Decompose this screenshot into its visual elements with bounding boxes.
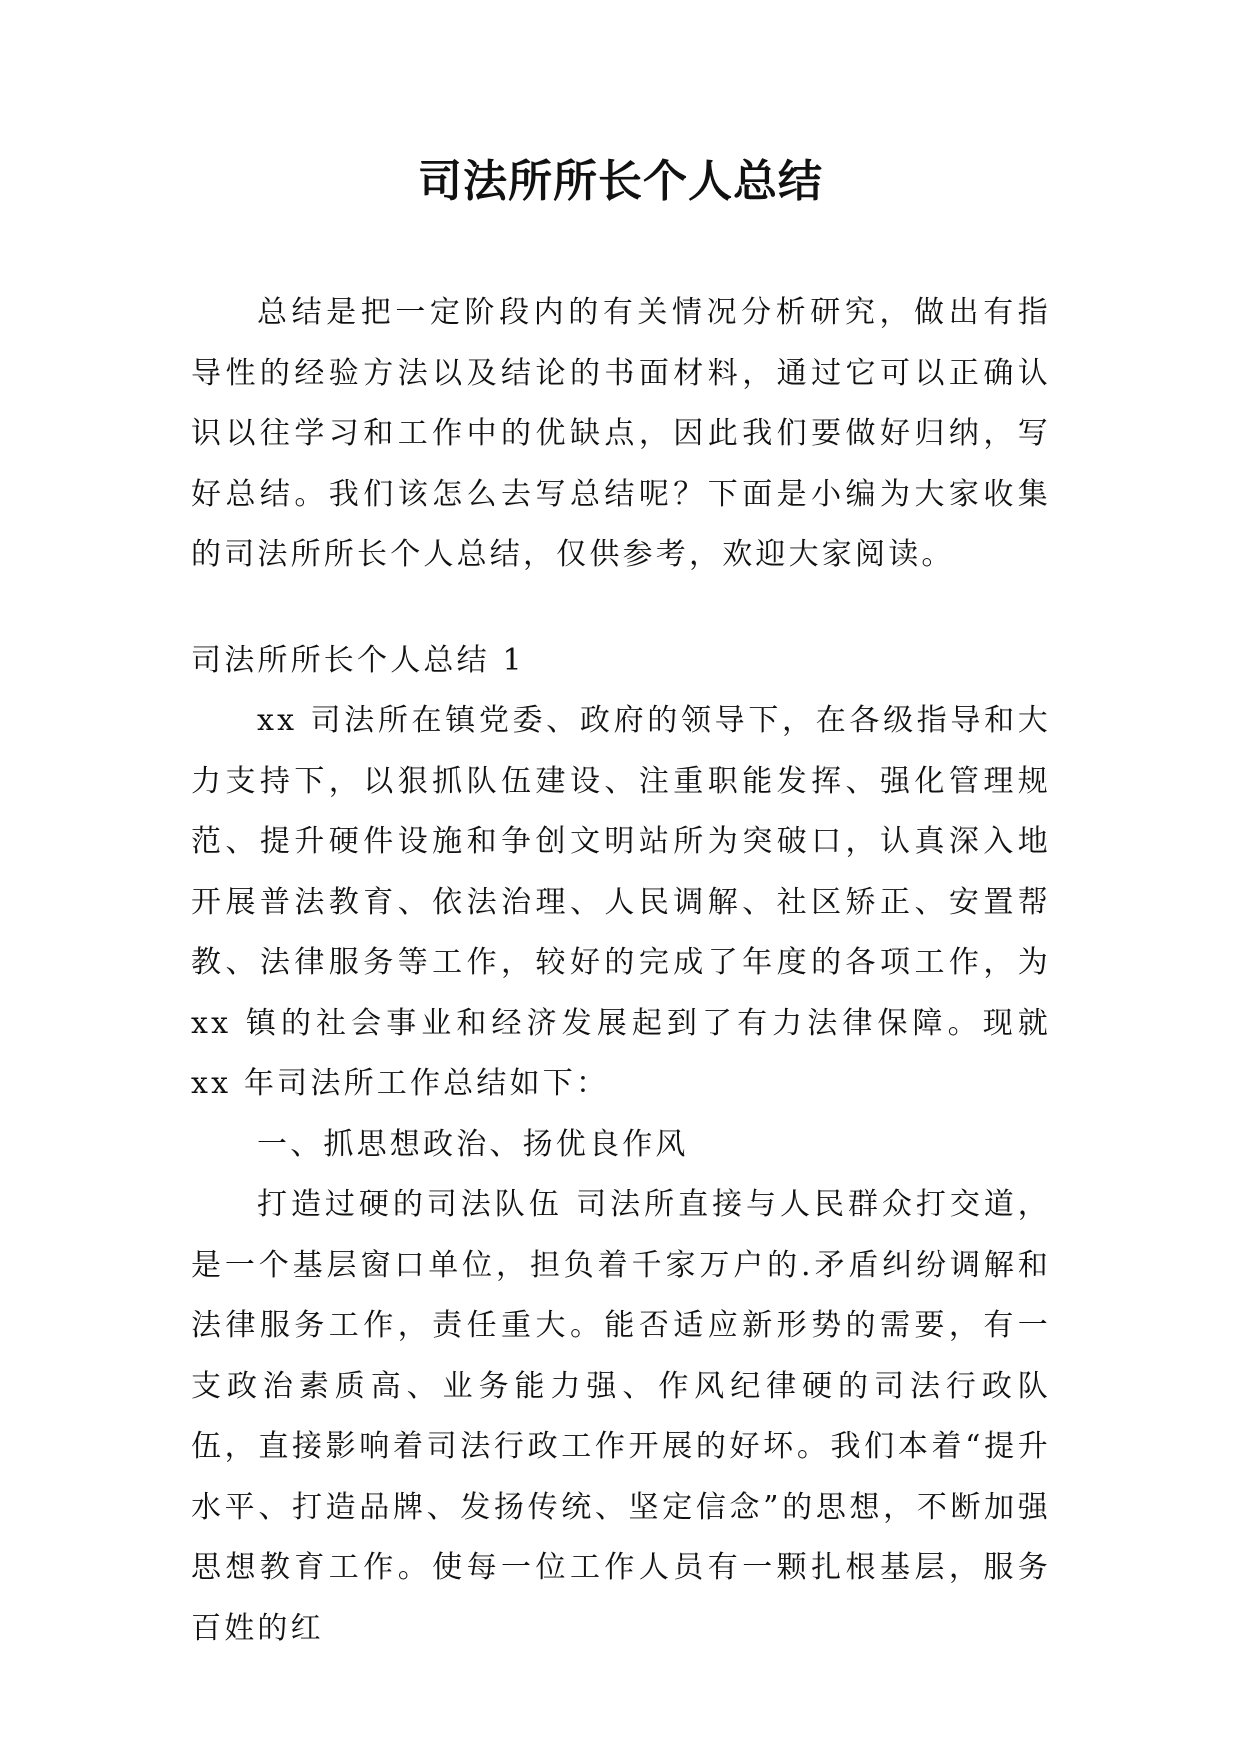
document-title: 司法所所长个人总结 [418, 156, 823, 207]
subheading: 一、抓思想政治、扬优良作风 [257, 1126, 689, 1162]
document-body [191, 283, 1051, 1659]
intro-paragraph: 总结是把一定阶段内的有关情况分析研究，做出有指导性的经验方法以及结论的书面材料，通过它可以正确认识以往学习和工作中的优缺点，因此我们要做好归纳，写好总结。我们该怎么去写总结呢？下面是小编为大家收集的司法所所长个人总结，仅供参考，欢迎大家阅读。 [191, 295, 1051, 572]
body-paragraph: xx 司法所在镇党委、政府的领导下，在各级指导和大力支持下，以狠抓队伍建设、注重职能发挥、强化管理规范、提升硬件设施和争创文明站所为突破口，认真深入地开展普法教育、依法治理、人民调解、社区矫正、安置帮教、法律服务等工作，较好的完成了年度的各项工作，为 xx 镇的社会事业和经济发展起到了有力法律保障。现就 xx 年司法所工作总结如下： [191, 703, 1051, 1101]
section-heading: 司法所所长个人总结 1 [191, 642, 525, 678]
body-paragraph: 打造过硬的司法队伍 司法所直接与人民群众打交道，是一个基层窗口单位，担负着千家万户的.矛盾纠纷调解和法律服务工作，责任重大。能否适应新形势的需要，有一支政治素质高、业务能力强、作风纪律硬的司法行政队伍，直接影响着司法行政工作开展的好坏。我们本着“提升水平、打造品牌、发扬传统、坚定信念”的思想，不断加强思想教育工作。使每一位工作人员有一颗扎根基层，服务百姓的红 [191, 1187, 1051, 1646]
